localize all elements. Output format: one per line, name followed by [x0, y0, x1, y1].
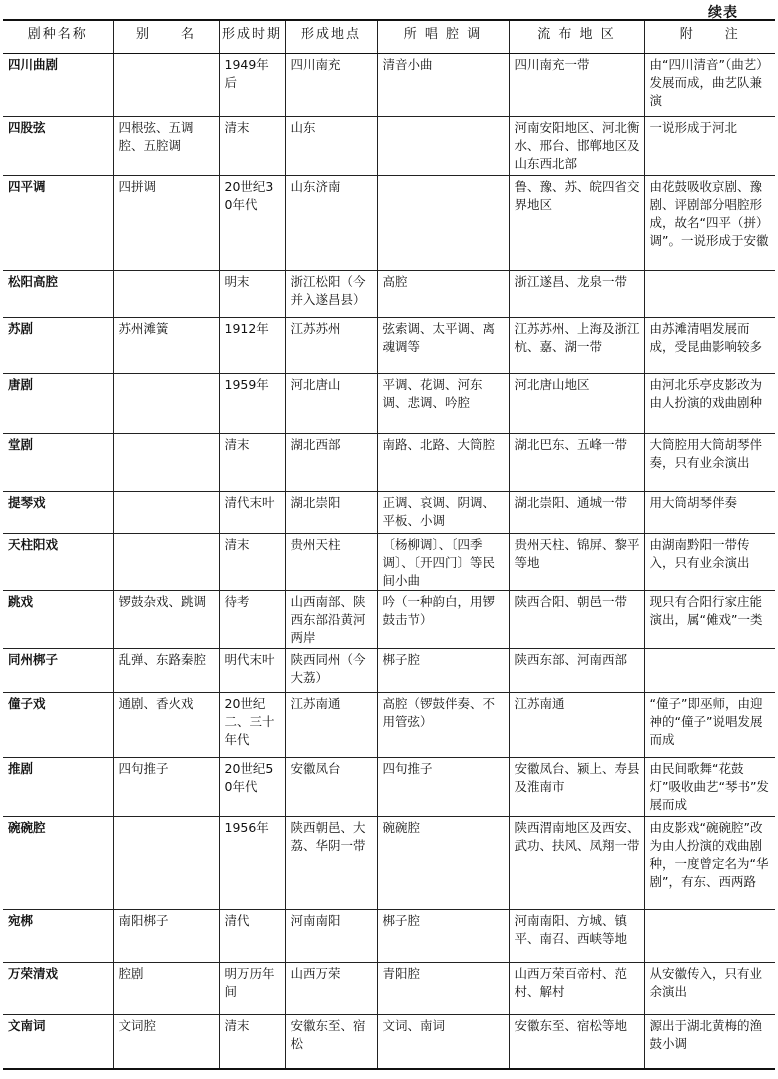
- cell-place: 陕西同州（今大荔）: [285, 649, 377, 693]
- cell-tune: 梆子腔: [377, 649, 509, 693]
- cell-alias: [113, 271, 219, 318]
- cell-region: 陕西合阳、朝邑一带: [509, 591, 644, 649]
- cell-note: 用大筒胡琴伴奏: [644, 492, 775, 534]
- cell-genre-name: 松阳高腔: [3, 271, 113, 318]
- cell-tune: 高腔: [377, 271, 509, 318]
- cell-region: 陕西东部、河南西部: [509, 649, 644, 693]
- cell-period: 清代: [219, 910, 285, 963]
- cell-note: 由湖南黔阳一带传入，只有业余演出: [644, 534, 775, 591]
- cell-place: 湖北崇阳: [285, 492, 377, 534]
- table-row: [3, 591, 775, 649]
- cell-note: “僮子”即巫师，由迎神的“僮子”说唱发展而成: [644, 693, 775, 758]
- cell-place: 河南南阳: [285, 910, 377, 963]
- cell-genre-name: 碗碗腔: [3, 817, 113, 910]
- cell-place: 陕西朝邑、大荔、华阴一带: [285, 817, 377, 910]
- cell-alias: 腔剧: [113, 963, 219, 1015]
- table-row: [3, 54, 775, 117]
- cell-period: 20世纪30年代: [219, 176, 285, 271]
- cell-genre-name: 苏剧: [3, 318, 113, 374]
- cell-alias: [113, 492, 219, 534]
- opera-genre-table: [3, 19, 775, 1070]
- cell-genre-name: 提琴戏: [3, 492, 113, 534]
- cell-place: 山西万荣: [285, 963, 377, 1015]
- cell-region: 安徽东至、宿松等地: [509, 1015, 644, 1069]
- table-row: [3, 963, 775, 1015]
- cell-region: 河南安阳地区、河北衡水、邢台、邯郸地区及山东西北部: [509, 117, 644, 176]
- cell-alias: [113, 374, 219, 434]
- cell-note: 由花鼓吸收京剧、豫剧、评剧部分唱腔形成，故名“四平（拼）调”。一说形成于安徽: [644, 176, 775, 271]
- cell-tune: [377, 176, 509, 271]
- cell-genre-name: 跳戏: [3, 591, 113, 649]
- cell-period: 1959年: [219, 374, 285, 434]
- cell-note: 源出于湖北黄梅的渔鼓小调: [644, 1015, 775, 1069]
- cell-alias: 通剧、香火戏: [113, 693, 219, 758]
- cell-note: 由苏滩清唱发展而成，受昆曲影响较多: [644, 318, 775, 374]
- cell-region: 安徽凤台、颍上、寿县及淮南市: [509, 758, 644, 817]
- cell-tune: 青阳腔: [377, 963, 509, 1015]
- cell-tune: 吟（一种韵白，用锣鼓击节）: [377, 591, 509, 649]
- cell-region: 湖北巴东、五峰一带: [509, 434, 644, 492]
- cell-genre-name: 四川曲剧: [3, 54, 113, 117]
- cell-alias: 四句推子: [113, 758, 219, 817]
- cell-genre-name: 推剧: [3, 758, 113, 817]
- table-header-row: [3, 20, 775, 54]
- cell-alias: 苏州滩簧: [113, 318, 219, 374]
- table-row: [3, 271, 775, 318]
- cell-place: 安徽凤台: [285, 758, 377, 817]
- cell-place: 贵州天柱: [285, 534, 377, 591]
- header-notes: 附 注: [644, 20, 775, 54]
- cell-place: 山西南部、陕西东部沿黄河两岸: [285, 591, 377, 649]
- table-row: [3, 910, 775, 963]
- table-row: [3, 1015, 775, 1069]
- cell-note: 由皮影戏“碗碗腔”改为由人扮演的戏曲剧种，一度曾定名为“华剧”，有东、西两路: [644, 817, 775, 910]
- cell-period: 明万历年间: [219, 963, 285, 1015]
- cell-period: 明代末叶: [219, 649, 285, 693]
- cell-period: 清代末叶: [219, 492, 285, 534]
- header-formation-period: 形成时期: [219, 20, 285, 54]
- table-row: [3, 492, 775, 534]
- cell-tune: 高腔（锣鼓伴奏、不用管弦）: [377, 693, 509, 758]
- cell-note: [644, 271, 775, 318]
- cell-period: 明末: [219, 271, 285, 318]
- table-row: [3, 374, 775, 434]
- cell-period: 1912年: [219, 318, 285, 374]
- cell-note: [644, 649, 775, 693]
- cell-region: 河北唐山地区: [509, 374, 644, 434]
- cell-place: 浙江松阳（今并入遂昌县）: [285, 271, 377, 318]
- cell-note: 由河北乐亭皮影改为由人扮演的戏曲剧种: [644, 374, 775, 434]
- cell-genre-name: 万荣清戏: [3, 963, 113, 1015]
- cell-period: 待考: [219, 591, 285, 649]
- cell-region: 贵州天柱、锦屏、黎平等地: [509, 534, 644, 591]
- cell-tune: 梆子腔: [377, 910, 509, 963]
- cell-alias: 四根弦、五调腔、五腔调: [113, 117, 219, 176]
- cell-place: 安徽东至、宿松: [285, 1015, 377, 1069]
- table-row: [3, 434, 775, 492]
- header-tunes: 所 唱 腔 调: [377, 20, 509, 54]
- header-alias: 别 名: [113, 20, 219, 54]
- cell-genre-name: 唐剧: [3, 374, 113, 434]
- continued-label: 续表: [708, 5, 738, 21]
- cell-region: 鲁、豫、苏、皖四省交界地区: [509, 176, 644, 271]
- cell-region: 陕西渭南地区及西安、武功、扶风、凤翔一带: [509, 817, 644, 910]
- cell-tune: 文词、南词: [377, 1015, 509, 1069]
- cell-genre-name: 四平调: [3, 176, 113, 271]
- cell-alias: [113, 54, 219, 117]
- cell-alias: 文词腔: [113, 1015, 219, 1069]
- cell-period: 1956年: [219, 817, 285, 910]
- table-row: [3, 534, 775, 591]
- cell-tune: [377, 117, 509, 176]
- table-row: [3, 758, 775, 817]
- cell-place: 山东济南: [285, 176, 377, 271]
- cell-period: 1949年后: [219, 54, 285, 117]
- cell-note: 由民间歌舞“花鼓灯”吸收曲艺“琴书”发展而成: [644, 758, 775, 817]
- cell-period: 20世纪50年代: [219, 758, 285, 817]
- table-row: [3, 318, 775, 374]
- cell-genre-name: 僮子戏: [3, 693, 113, 758]
- cell-alias: [113, 434, 219, 492]
- table-row: [3, 649, 775, 693]
- cell-place: 山东: [285, 117, 377, 176]
- cell-alias: [113, 534, 219, 591]
- cell-tune: 南路、北路、大筒腔: [377, 434, 509, 492]
- cell-period: 清末: [219, 534, 285, 591]
- cell-alias: 乱弹、东路秦腔: [113, 649, 219, 693]
- cell-note: 大筒腔用大筒胡琴伴奏，只有业余演出: [644, 434, 775, 492]
- cell-region: 山西万荣百帝村、范村、解村: [509, 963, 644, 1015]
- cell-tune: 四句推子: [377, 758, 509, 817]
- cell-note: 现只有合阳行家庄能演出，属“傩戏”一类: [644, 591, 775, 649]
- cell-genre-name: 宛梆: [3, 910, 113, 963]
- header-distribution-region: 流 布 地 区: [509, 20, 644, 54]
- cell-tune: 正调、哀调、阴调、平板、小调: [377, 492, 509, 534]
- cell-alias: [113, 817, 219, 910]
- cell-region: 河南南阳、方城、镇平、南召、西峡等地: [509, 910, 644, 963]
- cell-region: 江苏苏州、上海及浙江杭、嘉、湖一带: [509, 318, 644, 374]
- cell-place: 江苏南通: [285, 693, 377, 758]
- table-row: [3, 117, 775, 176]
- cell-period: 20世纪二、三十年代: [219, 693, 285, 758]
- cell-tune: 弦索调、太平调、离魂调等: [377, 318, 509, 374]
- table-row: [3, 693, 775, 758]
- cell-region: 湖北崇阳、通城一带: [509, 492, 644, 534]
- table-row: [3, 817, 775, 910]
- cell-note: 由“四川清音”（曲艺）发展而成，曲艺队兼演: [644, 54, 775, 117]
- cell-region: 四川南充一带: [509, 54, 644, 117]
- cell-tune: 〔杨柳调〕、〔四季调〕、〔开四门〕等民间小曲: [377, 534, 509, 591]
- cell-note: [644, 910, 775, 963]
- cell-period: 清末: [219, 1015, 285, 1069]
- cell-period: 清末: [219, 117, 285, 176]
- cell-region: 江苏南通: [509, 693, 644, 758]
- cell-genre-name: 同州梆子: [3, 649, 113, 693]
- cell-genre-name: 天柱阳戏: [3, 534, 113, 591]
- cell-place: 四川南充: [285, 54, 377, 117]
- cell-period: 清末: [219, 434, 285, 492]
- cell-genre-name: 四股弦: [3, 117, 113, 176]
- cell-alias: 四拼调: [113, 176, 219, 271]
- cell-place: 江苏苏州: [285, 318, 377, 374]
- cell-tune: 平调、花调、河东调、悲调、吟腔: [377, 374, 509, 434]
- header-genre-name: 剧种名称: [3, 20, 113, 54]
- cell-genre-name: 堂剧: [3, 434, 113, 492]
- cell-alias: 锣鼓杂戏、跳调: [113, 591, 219, 649]
- cell-tune: 碗碗腔: [377, 817, 509, 910]
- cell-region: 浙江遂昌、龙泉一带: [509, 271, 644, 318]
- cell-place: 湖北西部: [285, 434, 377, 492]
- cell-alias: 南阳梆子: [113, 910, 219, 963]
- cell-note: 从安徽传入，只有业余演出: [644, 963, 775, 1015]
- table-row: [3, 176, 775, 271]
- cell-note: 一说形成于河北: [644, 117, 775, 176]
- cell-genre-name: 文南词: [3, 1015, 113, 1069]
- cell-place: 河北唐山: [285, 374, 377, 434]
- cell-tune: 清音小曲: [377, 54, 509, 117]
- header-formation-place: 形成地点: [285, 20, 377, 54]
